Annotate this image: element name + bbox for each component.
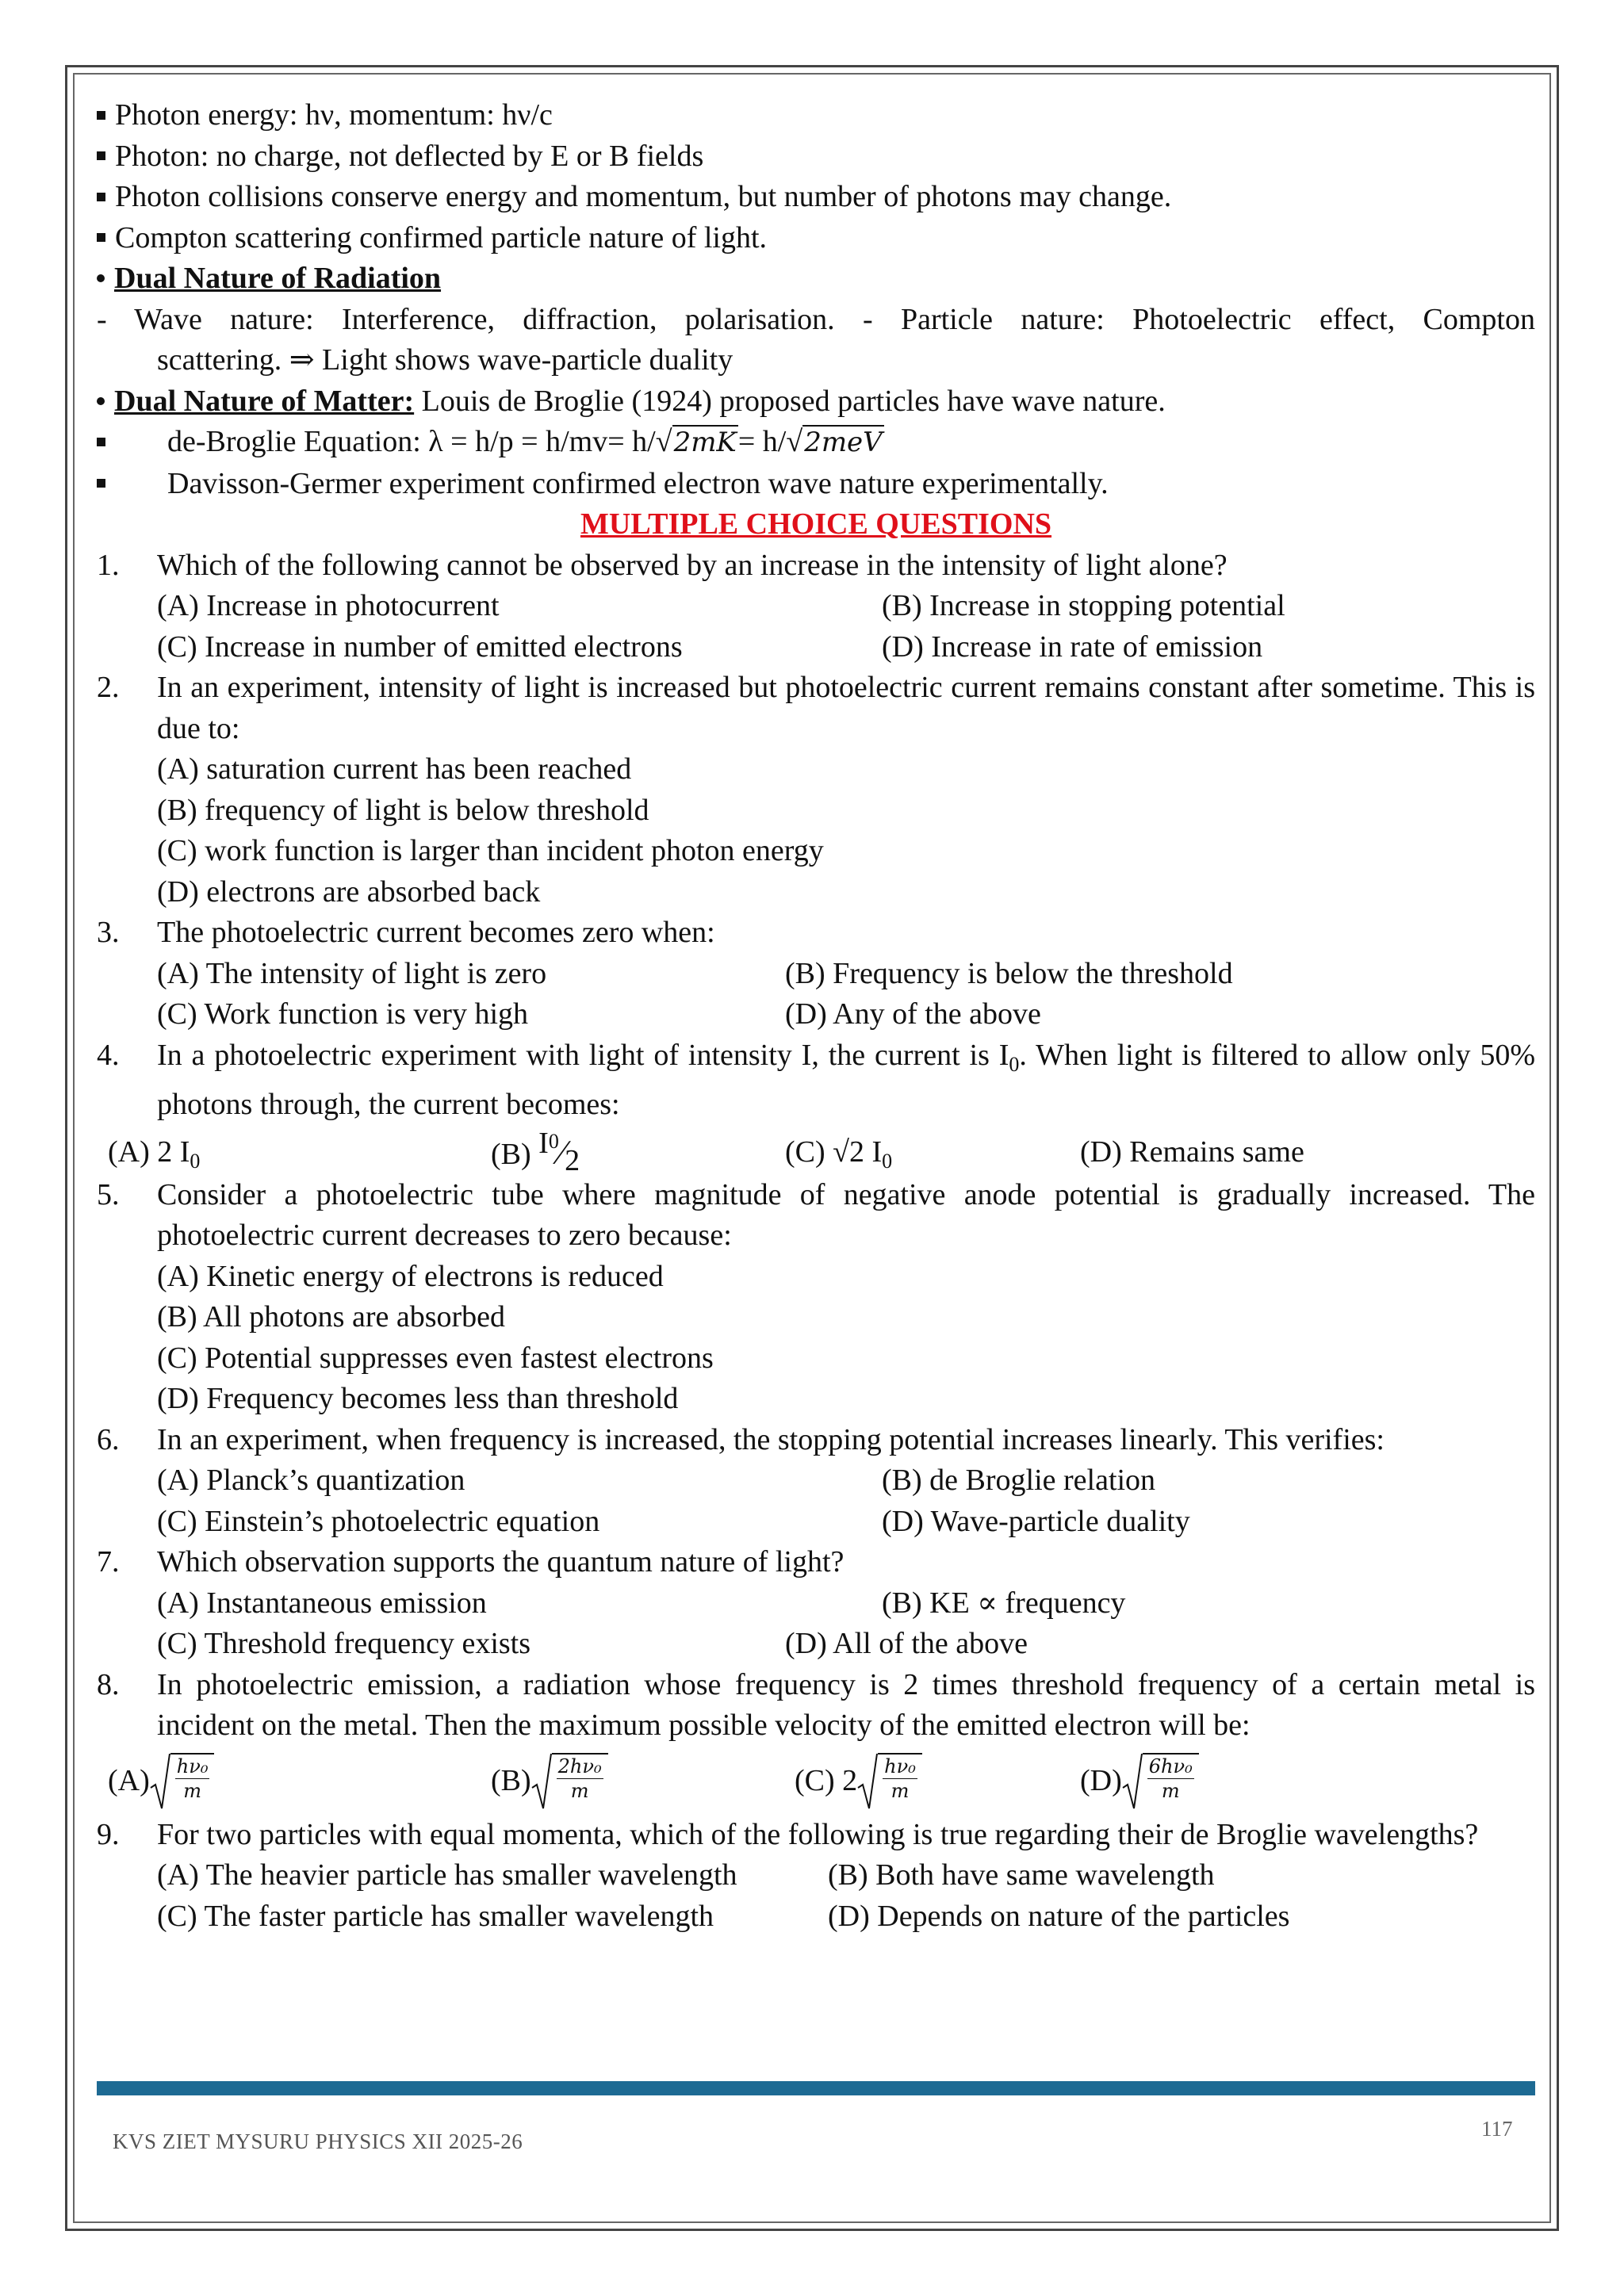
mcq-section-title: MULTIPLE CHOICE QUESTIONS [580, 507, 1052, 541]
option-b: (B) 2hν₀ m [491, 1753, 608, 1810]
option-d: (D) 6hν₀ m [1080, 1753, 1199, 1810]
square-bullet-icon [97, 233, 105, 242]
option-c: (C) The faster particle has smaller wavelength [157, 1899, 714, 1933]
square-bullet-icon [97, 479, 105, 488]
square-bullet-icon [97, 151, 105, 160]
option-a: (A) hν₀ m [108, 1753, 214, 1810]
option-a: (A) Increase in photocurrent [157, 589, 500, 622]
option-a: (A) The intensity of light is zero [157, 956, 547, 990]
option-a: (A) Instantaneous emission [157, 1586, 487, 1620]
square-bullet-icon [97, 111, 105, 120]
question-6: 6. In an experiment, when frequency is increased, the stopping potential increases linearly. This verifies: [97, 1422, 1385, 1456]
option-a: (A) Kinetic energy of electrons is reduced [157, 1259, 664, 1293]
question-7: 7. Which observation supports the quantum nature of light? [97, 1545, 845, 1578]
question-3-options-row-1 [97, 954, 1535, 995]
question-8-options [97, 1747, 1535, 1815]
option-c: (C) Einstein’s photoelectric equation [157, 1504, 600, 1538]
bullet-compton: Compton scattering confirmed particle nature of light. [97, 218, 1535, 259]
option-b: (B) All photons are absorbed [157, 1300, 506, 1334]
option-b: (B) KE ∝ frequency [882, 1586, 1126, 1620]
option-b: (B) $I^0∕2$ [491, 1126, 580, 1177]
square-root-icon: 6hν₀ m [1122, 1753, 1199, 1810]
question-1-options-row-1 [97, 586, 1535, 627]
option-d: (D) Wave-particle duality [882, 1504, 1190, 1538]
option-a: (A) The heavier particle has smaller wavelength [157, 1858, 737, 1892]
question-7-options-row-1 [97, 1583, 1535, 1624]
question-4-options [97, 1126, 1535, 1175]
option-b: (B) de Broglie relation [882, 1464, 1156, 1497]
option-b: (B) Frequency is below the threshold [785, 956, 1233, 990]
option-a: (A) Planck’s quantization [157, 1464, 465, 1497]
heading-dual-radiation: Dual Nature of Radiation [97, 258, 1535, 300]
option-d: (D) electrons are absorbed back [157, 874, 541, 909]
option-a: (A) saturation current has been reached [157, 752, 632, 786]
option-d: (D) Increase in rate of emission [882, 629, 1263, 664]
question-6-options-row-1 [97, 1460, 1535, 1502]
dual-radiation-text-2: scattering. ⇒ Light shows wave-particle duality [157, 343, 733, 377]
option-c: (C) work function is larger than incident photon energy [157, 834, 824, 867]
square-bullet-icon [97, 438, 105, 446]
option-c: (C) Work function is very high [157, 997, 529, 1031]
option-c: (C) Increase in number of emitted electrons [157, 629, 683, 664]
bullet-photon-energy: Photon energy: hν, momentum: hν/c [97, 95, 1535, 136]
heading-dual-matter: Dual Nature of Matter: Louis de Broglie (1924) proposed particles have wave nature. [97, 381, 1535, 423]
debroglie-equation: de-Broglie Equation: λ = h/p = h/mv= h/√2mK= h/√2meV [97, 422, 1535, 464]
footer-bar [97, 2081, 1535, 2095]
question-2: 2. In an experiment, intensity of light is increased but photoelectric current remains constant after sometime. This is due to: [97, 671, 1535, 745]
question-3-options-row-2 [97, 994, 1535, 1035]
option-d: (D) Frequency becomes less than threshold [157, 1382, 679, 1415]
footer-text: KVS ZIET MYSURU PHYSICS XII 2025-26 [113, 2130, 523, 2153]
question-5: 5. Consider a photoelectric tube where magnitude of negative anode potential is gradually increased. The photoelectric current decreases to zero because: [97, 1177, 1535, 1252]
square-root-icon: 2hν₀ m [531, 1753, 608, 1810]
question-8: 8. In photoelectric emission, a radiation whose frequency is 2 times threshold frequency of a certain metal is incident on the metal. Then the maximum possible velocity of the emitted electron will be: [97, 1667, 1535, 1742]
option-c: (C) Potential suppresses even fastest electrons [157, 1341, 714, 1375]
round-bullet-icon [97, 397, 105, 405]
question-1-options-row-2 [97, 627, 1535, 668]
question-4: 4. In a photoelectric experiment with light of intensity I, the current is $I_0$. When light is filtered to allow only 50% photons through, the current becomes: [97, 1038, 1535, 1121]
option-d: (D) All of the above [785, 1627, 1028, 1660]
option-b: (B) frequency of light is below threshold [157, 793, 649, 827]
option-b: (B) Increase in stopping potential [882, 589, 1285, 622]
question-3: 3. The photoelectric current becomes zero when: [97, 916, 715, 949]
option-c: (C) 2 hν₀ m [795, 1753, 922, 1810]
option-c: (C) Threshold frequency exists [157, 1627, 531, 1660]
dual-radiation-text-1: - Wave nature: Interference, diffraction, polarisation. - Particle nature: Photoelectric effect, Compton [97, 302, 1535, 336]
round-bullet-icon [97, 274, 105, 282]
option-d: (D) Any of the above [785, 997, 1041, 1031]
question-9-options-row-1 [97, 1855, 1535, 1896]
question-6-options-row-2 [97, 1502, 1535, 1543]
page-number: 117 [1481, 2117, 1513, 2141]
square-root-icon: hν₀ m [150, 1753, 215, 1810]
question-9-options-row-2 [97, 1896, 1535, 1938]
page-content [97, 95, 1535, 1937]
option-c: (C) √2 $I_0$ [785, 1135, 893, 1173]
option-b: (B) Both have same wavelength [828, 1858, 1215, 1892]
question-9: 9. For two particles with equal momenta, which of the following is true regarding their de Broglie wavelengths? [97, 1817, 1479, 1851]
bullet-photon-collisions: Photon collisions conserve energy and momentum, but number of photons may change. [97, 177, 1535, 218]
option-d: (D) Remains same [1080, 1135, 1304, 1169]
option-a: (A) 2 $I_0$ [108, 1135, 201, 1173]
bullet-photon-charge: Photon: no charge, not deflected by E or B fields [97, 136, 1535, 178]
question-7-options-row-2 [97, 1624, 1535, 1665]
option-d: (D) Depends on nature of the particles [828, 1899, 1290, 1933]
davisson-germer: Davisson-Germer experiment confirmed electron wave nature experimentally. [97, 464, 1535, 505]
square-root-icon: hν₀ m [857, 1753, 922, 1810]
square-bullet-icon [97, 193, 105, 201]
question-1: 1. Which of the following cannot be observed by an increase in the intensity of light alone? [97, 548, 1228, 582]
